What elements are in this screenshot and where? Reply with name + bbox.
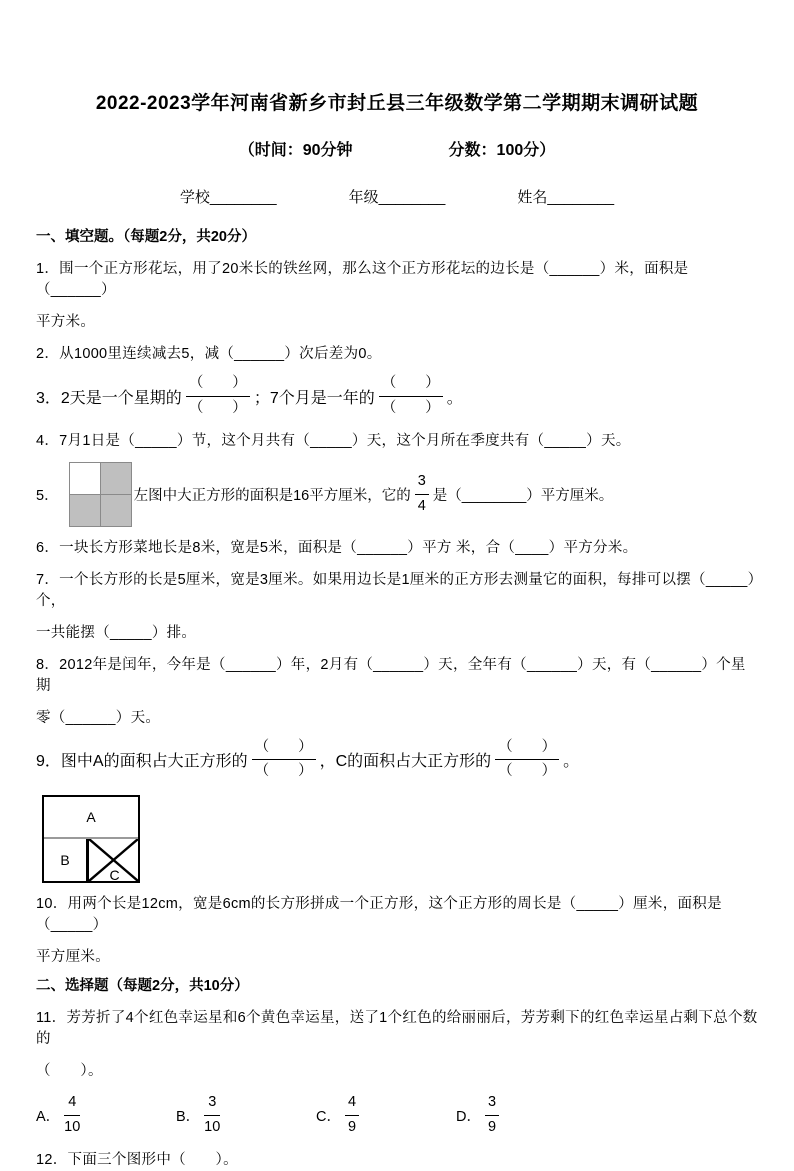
name-field: 姓名________	[517, 189, 615, 206]
exam-score: 分数：100分）	[448, 142, 556, 159]
fraction	[485, 1092, 499, 1139]
section-1-heading: 一、填空题。（每题2分，共20分）	[36, 229, 256, 245]
option-c	[316, 1092, 456, 1139]
fraction-denominator: 10	[204, 1118, 221, 1135]
fraction-numerator: （ ）	[495, 737, 559, 761]
figure-bottom-row	[44, 839, 138, 881]
fraction	[186, 373, 250, 420]
question-3-middle: ；7个月是一年的	[253, 389, 375, 407]
question-5-number: 5．	[36, 487, 59, 504]
fraction	[345, 1092, 359, 1139]
option-d	[456, 1092, 596, 1139]
exam-duration: （时间：90分钟	[238, 142, 353, 159]
question-9-suffix: 。	[563, 753, 580, 771]
exam-title: 2022-2023学年河南省新乡市封丘县三年级数学第二学期期末调研试题	[95, 93, 699, 114]
option-d-label: D．	[456, 1108, 481, 1125]
student-info-fields	[36, 186, 758, 207]
region-c	[89, 839, 138, 881]
question-3-suffix: 。	[446, 389, 463, 407]
fraction	[64, 1092, 80, 1139]
fraction-denominator: 10	[64, 1118, 81, 1135]
fraction	[415, 471, 429, 518]
option-b-label: B．	[176, 1108, 201, 1125]
exam-meta	[36, 137, 758, 160]
question-7-line-2: 一共能摆（_____）排。	[36, 624, 197, 641]
fraction-numerator: （ ）	[379, 373, 443, 397]
fraction	[379, 373, 443, 420]
fraction-denominator: 9	[347, 1118, 357, 1135]
fraction-numerator: 3	[415, 471, 429, 495]
grid-cell-gray	[70, 495, 100, 526]
question-5	[36, 462, 758, 527]
question-6: 6．一块长方形菜地长是8米，宽是5米，面积是（______）平方 米，合（____）平方分米。	[36, 539, 638, 556]
question-2: 2．从1000里连续减去5，减（______）次后差为0。	[36, 346, 382, 362]
fraction-numerator: 3	[485, 1092, 499, 1116]
grid-cell-gray	[101, 463, 131, 494]
question-5-text-before: 左图中大正方形的面积是16平方厘米，它的	[133, 487, 411, 504]
fraction	[204, 1092, 220, 1139]
section-2-heading: 二、选择题（每题2分，共10分）	[36, 978, 249, 994]
question-1-line-2: 平方米。	[36, 314, 96, 330]
question-1-line-1: 1．围一个正方形花坛，用了20米长的铁丝网，那么这个正方形花坛的边长是（______）米，面积是（______）	[36, 261, 689, 298]
question-9-prefix: 9．图中A的面积占大正方形的	[36, 753, 248, 771]
option-a-label: A．	[36, 1108, 61, 1125]
question-7-line-1: 7．一个长方形的长是5厘米，宽是3厘米。如果用边长是1厘米的正方形去测量它的面积，每排可以摆（_____）个，	[36, 571, 756, 609]
fraction-numerator: （ ）	[252, 737, 316, 761]
question-10-line-1: 10．用两个长是12cm，宽是6cm的长方形拼成一个正方形，这个正方形的周长是（_____）厘米，面积是（_____）	[36, 896, 722, 933]
fraction-denominator: （ ）	[188, 399, 247, 416]
question-3	[36, 373, 758, 420]
fraction	[252, 737, 316, 784]
question-8-line-1: 8．2012年是闰年，今年是（______）年，2月有（______）天，全年有（______）天，有（______）个星期	[36, 656, 746, 694]
question-9-middle: ，C的面积占大正方形的	[319, 753, 492, 771]
question-10-line-2: 平方厘米。	[36, 949, 110, 965]
fraction-numerator: 4	[64, 1092, 80, 1116]
grade-field: 年级________	[348, 189, 446, 206]
fraction-numerator: （ ）	[186, 373, 250, 397]
grid-cell-white	[70, 463, 100, 494]
question-4: 4．7月1日是（_____）节，这个月共有（_____）天，这个月所在季度共有（_____）天。	[36, 432, 631, 449]
question-11-line-2: （ ）。	[36, 1063, 103, 1079]
region-a	[44, 797, 138, 839]
fraction-numerator: 3	[204, 1092, 220, 1116]
fraction-numerator: 4	[345, 1092, 359, 1116]
region-b	[44, 839, 89, 881]
fraction-denominator: （ ）	[498, 763, 557, 780]
question-8-line-2: 零（______）天。	[36, 709, 161, 726]
question-3-prefix: 3．2天是一个星期的	[36, 389, 182, 407]
question-9	[36, 737, 758, 784]
region-c-label: C	[109, 867, 120, 883]
question-5-square-figure	[69, 462, 132, 527]
option-c-label: C．	[316, 1108, 341, 1125]
question-5-text-after: 是（________）平方厘米。	[432, 487, 614, 504]
region-a-label: A	[86, 809, 96, 825]
question-12: 12．下面三个图形中（ ）。	[36, 1151, 238, 1168]
grid-cell-gray	[101, 495, 131, 526]
fraction-denominator: 9	[487, 1118, 497, 1135]
question-9-square-figure	[42, 795, 140, 883]
option-a	[36, 1092, 176, 1139]
fraction-denominator: （ ）	[381, 399, 440, 416]
fraction-denominator: （ ）	[254, 763, 313, 780]
fraction-denominator: 4	[417, 497, 426, 514]
fraction	[495, 737, 559, 784]
question-11-line-1: 11．芳芳折了4个红色幸运星和6个黄色幸运星，送了1个红色的给丽丽后，芳芳剩下的红色幸运星占剩下总个数的	[36, 1010, 758, 1047]
question-11-options	[36, 1092, 758, 1139]
school-field: 学校________	[179, 189, 277, 206]
option-b	[176, 1092, 316, 1139]
region-b-label: B	[60, 852, 70, 868]
